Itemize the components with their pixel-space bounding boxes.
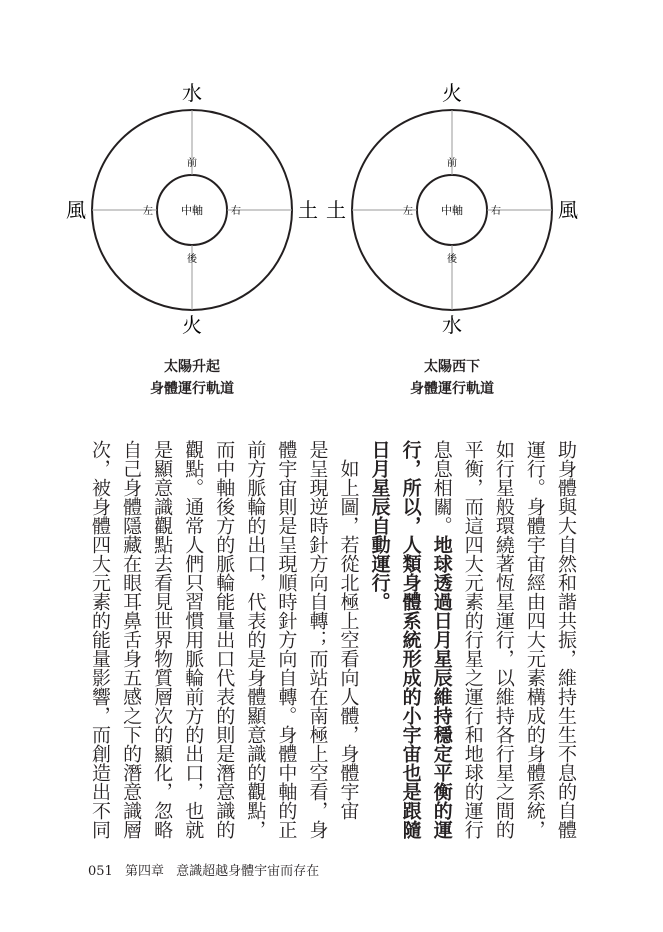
- element-bottom: 水: [442, 313, 462, 337]
- caption-sunset: [352, 356, 552, 400]
- bold-text-segment: 地球透過日月星辰維持穩定平衡的運: [430, 535, 453, 839]
- back-label: 後: [187, 254, 197, 265]
- element-left: 土: [326, 198, 346, 222]
- text-column: 如行星般環繞著恆星運行，以維持各行星之間的: [492, 440, 515, 839]
- page-footer: [88, 860, 327, 879]
- caption-line2: 身體運行軌道: [150, 381, 234, 397]
- text-column: 而中軸後方的脈輪能量出口代表的則是潛意識的: [213, 440, 236, 839]
- text-segment: 息息相關。: [430, 440, 453, 535]
- chapter-label: 第四章: [124, 864, 164, 879]
- caption-line2: 身體運行軌道: [410, 381, 494, 397]
- left-label: 左: [403, 206, 413, 217]
- right-label: 右: [491, 206, 501, 217]
- orbit-diagram: [62, 80, 322, 340]
- right-label: 右: [231, 206, 241, 217]
- diagram-sunrise: [62, 80, 322, 340]
- front-label: 前: [447, 158, 457, 169]
- element-right: 風: [558, 198, 578, 222]
- caption-line1: 太陽升起: [164, 359, 220, 375]
- text-column: [430, 440, 454, 839]
- chapter-title: 意識超越身體宇宙而存在: [176, 864, 320, 879]
- page-number: 051: [88, 864, 113, 879]
- caption-line1: 太陽西下: [424, 359, 480, 375]
- element-bottom: 火: [182, 313, 202, 337]
- bold-text-segment: 日月星辰自動運行。: [368, 440, 391, 611]
- text-column: 運行。身體宇宙經由四大元素構成的身體系統，: [523, 440, 546, 839]
- text-column: [399, 440, 423, 839]
- text-column: 平衡，而這四大元素的行星之運行和地球的運行: [461, 440, 484, 839]
- text-column: 是呈現逆時針方向自轉；而站在南極上空看，身: [306, 440, 329, 839]
- front-label: 前: [187, 158, 197, 169]
- text-column: 自己身體隱藏在眼耳鼻舌身五感之下的潛意識層: [120, 440, 143, 839]
- left-label: 左: [143, 206, 153, 217]
- diagram-sunset: [322, 80, 582, 340]
- text-column: 體宇宙則是呈現順時針方向自轉。身體中軸的正: [275, 440, 298, 839]
- orbit-diagram: [322, 80, 582, 340]
- caption-sunrise: [92, 356, 292, 400]
- body-text: [88, 440, 578, 839]
- element-left: 風: [66, 198, 86, 222]
- text-column: 前方脈輪的出口，代表的是身體顯意識的觀點，: [244, 440, 267, 839]
- back-label: 後: [447, 254, 457, 265]
- element-right: 土: [298, 198, 318, 222]
- bold-text-segment: 行，所以，人類身體系統形成的小宇宙也是跟隨: [399, 440, 422, 839]
- center-label: 中軸: [181, 204, 203, 217]
- text-column: 次，被身體四大元素的能量影響，而創造出不同: [89, 440, 111, 839]
- text-column: [368, 440, 392, 830]
- text-column: 觀點。通常人們只習慣用脈輪前方的出口，也就: [182, 440, 205, 839]
- element-top: 水: [182, 81, 202, 105]
- center-label: 中軸: [441, 204, 463, 217]
- text-column: 助身體與大自然和諧共振，維持生生不息的自體: [554, 440, 577, 839]
- text-column: 是顯意識觀點去看見世界物質層次的顯化，忽略: [151, 440, 174, 839]
- text-column: 如上圖，若從北極上空看向人體，身體宇宙: [337, 440, 360, 820]
- element-top: 火: [442, 81, 462, 105]
